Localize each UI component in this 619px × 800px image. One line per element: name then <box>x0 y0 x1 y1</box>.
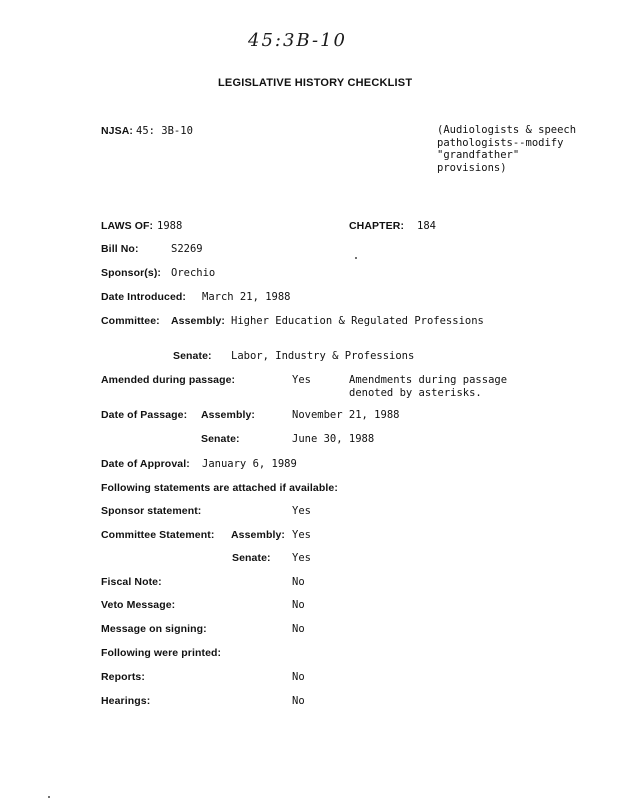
laws-of-value: 1988 <box>157 220 183 232</box>
page-title: LEGISLATIVE HISTORY CHECKLIST <box>218 77 413 89</box>
committee-label: Committee: <box>101 315 160 327</box>
chapter-value: 184 <box>417 220 436 232</box>
passage-senate-value: June 30, 1988 <box>292 433 375 445</box>
veto-message-value: No <box>292 599 305 611</box>
date-introduced-label: Date Introduced: <box>101 291 187 303</box>
scan-speck <box>355 257 357 259</box>
reports-value: No <box>292 671 305 683</box>
amended-note: Amendments during passage denoted by asterisks. <box>349 374 508 399</box>
bill-no-label: Bill No: <box>101 243 139 255</box>
njsa-label: NJSA: <box>101 125 134 137</box>
committee-assembly-value: Higher Education & Regulated Professions <box>231 315 484 327</box>
passage-assembly-value: November 21, 1988 <box>292 409 400 421</box>
chapter-label: CHAPTER: <box>349 220 405 232</box>
committee-senate-label: Senate: <box>173 350 212 362</box>
date-of-passage-label: Date of Passage: <box>101 409 188 421</box>
committee-statement-senate-label: Senate: <box>232 552 271 564</box>
committee-statement-senate-value: Yes <box>292 552 311 564</box>
message-on-signing-label: Message on signing: <box>101 623 207 635</box>
bill-description: (Audiologists & speech pathologists--modify "grandfather" provisions) <box>437 124 577 174</box>
bill-no-value: S2269 <box>171 243 203 255</box>
veto-message-label: Veto Message: <box>101 599 176 611</box>
date-of-approval-label: Date of Approval: <box>101 458 190 470</box>
date-of-approval-value: January 6, 1989 <box>202 458 297 470</box>
sponsors-value: Orechio <box>171 267 216 279</box>
passage-senate-label: Senate: <box>201 433 240 445</box>
sponsor-statement-value: Yes <box>292 505 311 517</box>
date-introduced-value: March 21, 1988 <box>202 291 291 303</box>
njsa-value: 45: 3B-10 <box>136 125 193 137</box>
passage-assembly-label: Assembly: <box>201 409 256 421</box>
amended-label: Amended during passage: <box>101 374 236 386</box>
fiscal-note-label: Fiscal Note: <box>101 576 162 588</box>
committee-statement-assembly-value: Yes <box>292 529 311 541</box>
message-on-signing-value: No <box>292 623 305 635</box>
laws-of-label: LAWS OF: <box>101 220 154 232</box>
committee-assembly-label: Assembly: <box>171 315 226 327</box>
printed-heading: Following were printed: <box>101 647 222 659</box>
sponsors-label: Sponsor(s): <box>101 267 162 279</box>
committee-statement-label: Committee Statement: <box>101 529 215 541</box>
fiscal-note-value: No <box>292 576 305 588</box>
scan-speck <box>48 796 50 798</box>
hearings-label: Hearings: <box>101 695 151 707</box>
hearings-value: No <box>292 695 305 707</box>
statements-heading: Following statements are attached if available: <box>101 482 338 494</box>
committee-senate-value: Labor, Industry & Professions <box>231 350 415 362</box>
amended-value: Yes <box>292 374 311 386</box>
sponsor-statement-label: Sponsor statement: <box>101 505 202 517</box>
committee-statement-assembly-label: Assembly: <box>231 529 286 541</box>
reports-label: Reports: <box>101 671 145 683</box>
handwritten-reference: 45:3B-10 <box>248 30 347 51</box>
